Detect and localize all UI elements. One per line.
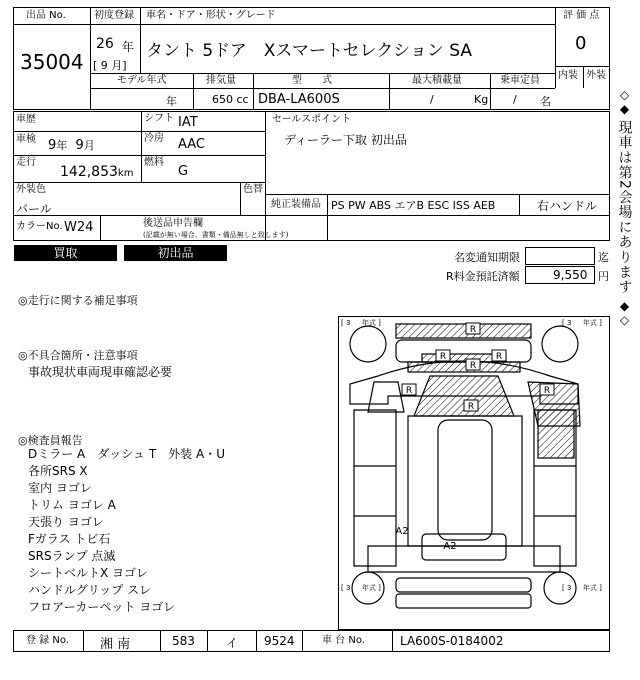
recycle-amount: 9,550: [553, 268, 588, 282]
registration-label: 登 録 No.: [26, 635, 69, 646]
report-line: Fガラス トビ石: [28, 532, 111, 546]
rear-bumper-bottom: [396, 594, 531, 608]
side-bottom-marks: ◆◇: [617, 298, 632, 327]
inspection-label: 車検: [16, 134, 36, 145]
shift-value: IAT: [178, 115, 198, 130]
report-line: SRSランプ 点滅: [28, 549, 116, 563]
max-load-sep: /: [430, 93, 434, 106]
reg-label: 初度登録: [94, 10, 134, 21]
name-change-box: [525, 247, 595, 265]
mark-r: R: [405, 386, 413, 396]
color-no-value: W24: [64, 220, 94, 235]
reg-month: 9: [100, 59, 108, 72]
aftermarket-label: 後送品申告欄: [143, 218, 203, 229]
chassis-number: LA600S-0184002: [400, 634, 504, 648]
max-load-label: 最大積載量: [412, 75, 462, 86]
left-fender: [368, 382, 404, 412]
report-line: 天張り ヨゴレ: [28, 515, 104, 529]
mark-r: R: [467, 402, 475, 412]
lot-number: 35004: [20, 50, 84, 74]
roof-bumper-front: [396, 324, 531, 338]
first-listing-banner: 初出品: [124, 245, 227, 261]
fuel-label: 燃料: [144, 157, 164, 168]
cabin: [408, 416, 522, 546]
mark-r: R: [469, 325, 477, 335]
model-year-unit: 年: [166, 95, 177, 108]
report-line: トリム ヨゴレ A: [28, 498, 116, 512]
car-name-label: 車名・ドア・形状・グレード: [146, 10, 276, 21]
sales-point-value: ディーラー下取 初出品: [284, 133, 407, 147]
color-no-label: カラーNo.: [16, 221, 63, 232]
displacement-value: 650 cc: [212, 93, 249, 106]
reg-year-unit: 年: [122, 40, 135, 54]
handle-value: 右ハンドル: [537, 199, 598, 213]
model-year-label: モデル年式: [117, 75, 167, 86]
mark-r: R: [469, 361, 477, 371]
front-right-wheel: [542, 326, 578, 362]
roof-panel: [438, 420, 492, 540]
registration-number: 9524: [264, 634, 295, 648]
mark-a2: A2: [443, 541, 457, 552]
left-side: [354, 410, 396, 566]
capacity-sep: /: [513, 93, 517, 106]
defect-title: ◎不具合箇所・注意事項: [18, 349, 138, 362]
chassis-label: 車 台 No.: [322, 635, 365, 646]
aircon-label: 冷房: [144, 133, 164, 144]
inspector-title: ◎検査員報告: [18, 434, 83, 447]
name-change-label: 名変通知期限: [454, 251, 520, 264]
shift-label: シフト: [144, 113, 174, 124]
side-top-marks: ◇◆: [617, 88, 632, 116]
roof-glass: [408, 362, 520, 372]
sales-point-label: セールスポイント: [272, 114, 352, 125]
type-label: 型 式: [292, 75, 332, 86]
corner-label-tl: [ 3 年式 ]: [341, 319, 381, 327]
aftermarket-note: (記載が無い場合、書類・備品無しと致します): [143, 231, 289, 239]
front-left-wheel: [350, 326, 386, 362]
fuel-value: G: [178, 164, 189, 179]
score-value: 0: [575, 33, 587, 54]
lot-label: 出品 No.: [26, 10, 66, 21]
displacement-label: 排気量: [206, 75, 236, 86]
right-door-damage: [538, 410, 574, 458]
registration-class: 583: [172, 634, 195, 648]
mark-r: R: [543, 386, 551, 396]
reg-year: 26: [96, 36, 114, 52]
defect-text: 事故現状車両現車確認必要: [28, 365, 173, 379]
report-line: フロアーカーペット ヨゴレ: [28, 600, 176, 614]
equipment-label: 純正装備品: [271, 199, 321, 210]
interior-label: 内装: [558, 70, 578, 81]
report-line: 室内 ヨゴレ: [28, 481, 92, 495]
inspection-value: 9年 9月: [48, 138, 95, 153]
rear-bumper: [396, 578, 531, 592]
car-damage-diagram: [338, 316, 610, 630]
inspector-report: [28, 446, 225, 616]
color-label: 外装色: [16, 184, 46, 195]
side-message-text: 現車は第2会場にあります: [616, 120, 633, 295]
recycle-label: R料金預託済額: [446, 270, 520, 283]
mark-r: R: [495, 352, 503, 362]
corner-label-bl: [ 3 年式 ]: [341, 584, 381, 592]
name-change-unit: 迄: [598, 251, 609, 264]
type-value: DBA-LA600S: [258, 92, 340, 107]
color-value: パール: [16, 202, 52, 216]
driving-notes-title: ◎走行に関する補足事項: [18, 294, 138, 307]
report-line: 各所SRS X: [28, 464, 88, 478]
recolor-label: 色替: [243, 184, 263, 195]
registration-kana: イ: [226, 636, 239, 650]
recycle-unit: 円: [598, 270, 609, 283]
corner-label-br: [ 3 年式 ]: [562, 584, 602, 592]
report-line: Dミラー A ダッシュ T 外装 A・U: [28, 447, 225, 461]
equipment-value: PS PW ABS エアB ESC ISS AEB: [331, 199, 496, 212]
capacity-unit: 名: [540, 95, 551, 108]
registration-region: 湘 南: [100, 637, 131, 652]
report-line: ハンドルグリップ スレ: [28, 583, 152, 597]
mileage-label: 走行: [16, 157, 36, 168]
reg-month-unit: 月: [111, 59, 123, 72]
exterior-label: 外装: [586, 70, 606, 81]
car-name: タント 5ドア Xスマートセレクション SA: [146, 41, 472, 61]
mark-a2: A2: [395, 526, 409, 537]
capacity-label: 乗車定員: [500, 75, 540, 86]
side-message: [612, 88, 636, 327]
corner-label-tr: [ 3 年式 ]: [562, 319, 602, 327]
mileage-value: 142,853km: [60, 164, 134, 180]
rear-hatch: [422, 534, 506, 560]
mark-r: R: [439, 352, 447, 362]
history-label: 車歴: [16, 114, 36, 125]
report-line: シートベルトX ヨゴレ: [28, 566, 149, 580]
aircon-value: AAC: [178, 137, 205, 152]
rear-body: [368, 546, 560, 572]
score-label: 評 価 点: [563, 10, 600, 21]
max-load-unit: Kg: [474, 93, 489, 106]
reg-month-box: [ 9 月]: [93, 59, 127, 72]
buy-banner: 買取: [14, 245, 117, 261]
